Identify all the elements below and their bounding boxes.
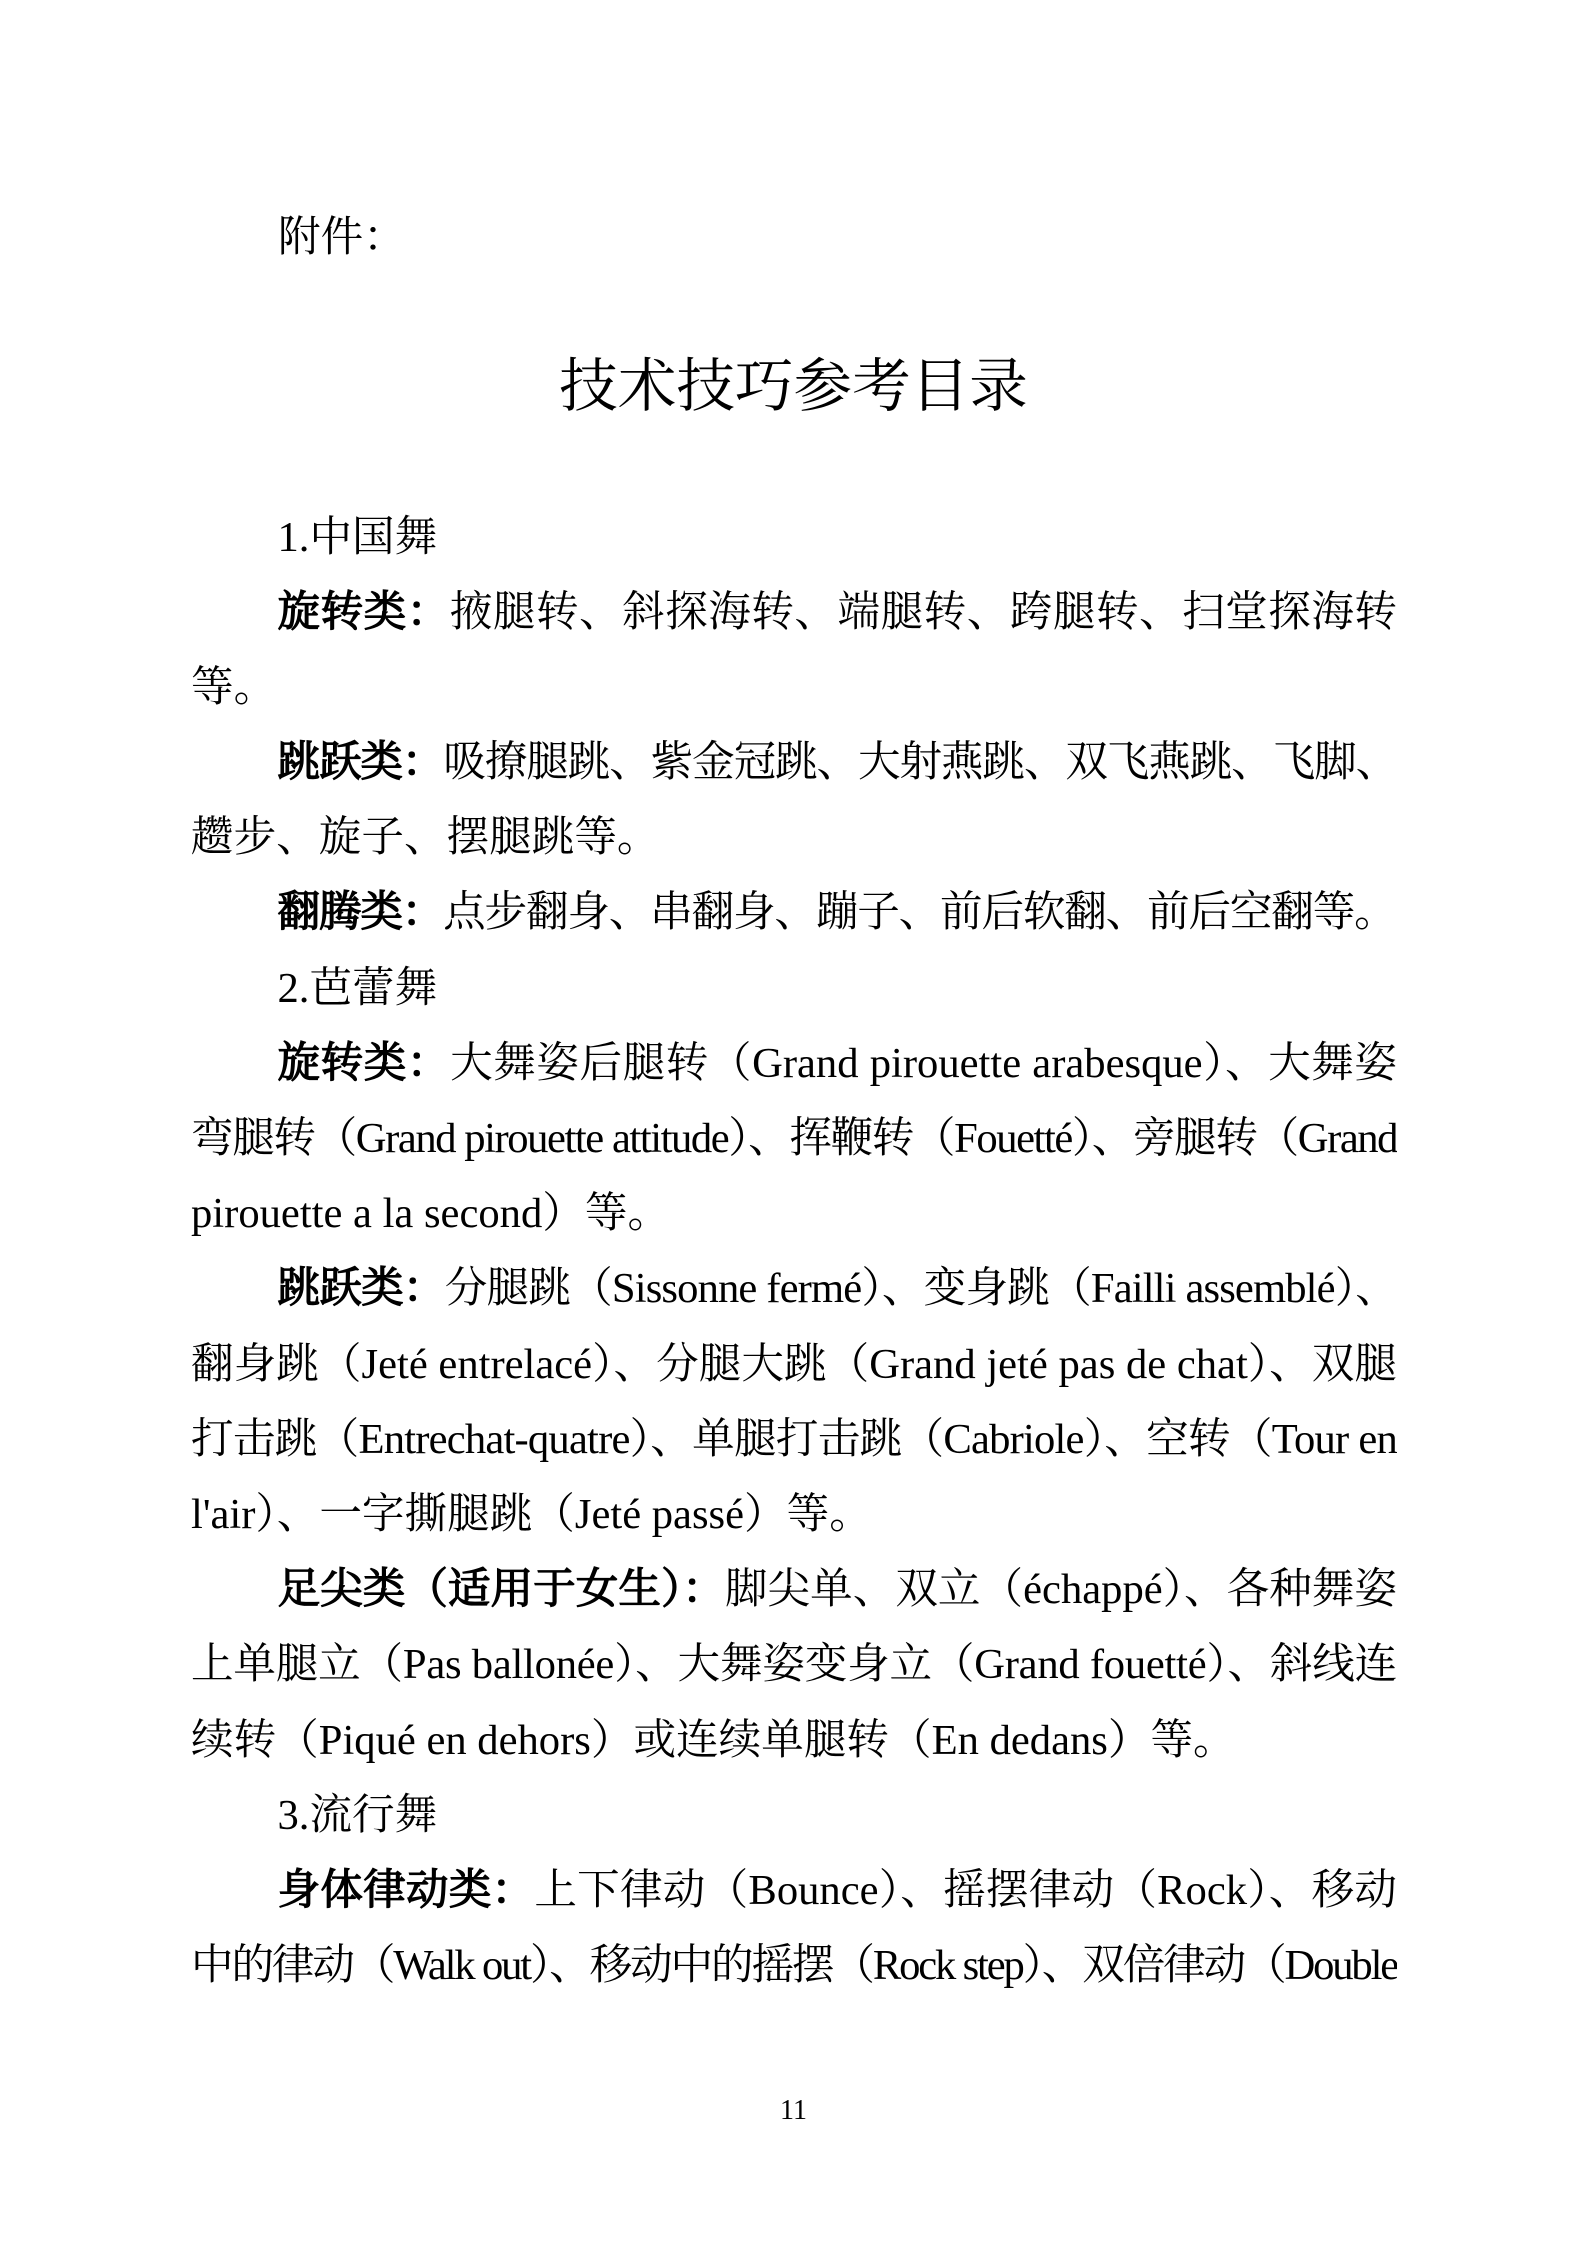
- text-line: [191, 1026, 1397, 1101]
- technique-text: 弯腿转（Grand pirouette attitude）、挥鞭转（Fouetté）、旁腿转（Grand: [191, 1115, 1397, 1162]
- text-line: [191, 1627, 1397, 1702]
- section-heading: 2.芭蕾舞: [277, 964, 438, 1012]
- text-line: [191, 1251, 1397, 1326]
- technique-text: l'air）、一字撕腿跳（Jeté passé）等。: [191, 1490, 872, 1538]
- technique-text: 掖腿转、斜探海转、端腿转、跨腿转、扫堂探海转: [449, 588, 1397, 636]
- technique-text: 大舞姿后腿转（Grand pirouette arabesque）、大舞姿: [450, 1039, 1397, 1087]
- text-line: [191, 1101, 1397, 1176]
- category-label: 翻腾类：: [277, 889, 444, 937]
- text-line: [191, 575, 1397, 650]
- text-line: [191, 725, 1397, 800]
- text-line: [191, 875, 1397, 950]
- category-label: 旋转类：: [277, 588, 450, 636]
- text-line: [191, 1402, 1397, 1477]
- technique-text: 中的律动（Walk out）、移动中的摇摆（Rock step）、双倍律动（Double: [191, 1942, 1397, 1990]
- category-label: 身体律动类：: [277, 1866, 535, 1914]
- technique-text: pirouette a la second）等。: [191, 1190, 671, 1238]
- attachment-label: 附件：: [278, 213, 406, 261]
- text-line: [191, 1703, 1397, 1778]
- technique-text: 翻身跳（Jeté entrelacé）、分腿大跳（Grand jeté pas de chat）、双腿: [191, 1340, 1397, 1388]
- text-line: [191, 1477, 1397, 1552]
- document-body: [191, 500, 1397, 2004]
- page-number: 11: [780, 2095, 807, 2126]
- category-label: 跳跃类：: [277, 1265, 445, 1313]
- technique-text: 上下律动（Bounce）、摇摆律动（Rock）、移动: [534, 1866, 1397, 1914]
- technique-text: 等。: [191, 663, 277, 711]
- text-line: [191, 1176, 1397, 1251]
- technique-text: 续转（Piqué en dehors）或连续单腿转（En dedans）等。: [191, 1716, 1236, 1764]
- section-heading: 1.中国舞: [277, 513, 438, 561]
- technique-text: 上单腿立（Pas ballonée）、大舞姿变身立（Grand fouetté）、斜线连: [191, 1641, 1397, 1689]
- text-line: [191, 800, 1397, 875]
- text-line: [191, 1928, 1397, 2003]
- technique-text: 吸撩腿跳、紫金冠跳、大射燕跳、双飞燕跳、飞脚、: [443, 739, 1397, 787]
- category-label: 跳跃类：: [277, 739, 444, 787]
- section-heading: 3.流行舞: [277, 1791, 438, 1839]
- technique-text: 分腿跳（Sissonne fermé）、变身跳（Failli assemblé）、: [444, 1265, 1397, 1313]
- text-line: [191, 1327, 1397, 1402]
- technique-text: 脚尖单、双立（échappé）、各种舞姿: [724, 1566, 1397, 1614]
- text-line: [191, 1853, 1397, 1928]
- technique-text: 点步翻身、串翻身、蹦子、前后软翻、前后空翻等。: [443, 889, 1396, 937]
- category-label: 足尖类（适用于女生）：: [277, 1566, 725, 1614]
- technique-text: 打击跳（Entrechat-quatre）、单腿打击跳（Cabriole）、空转（Tour en: [191, 1415, 1397, 1463]
- category-label: 旋转类：: [277, 1039, 451, 1087]
- page-title: 技术技巧参考目录: [559, 352, 1028, 420]
- technique-text: 趱步、旋子、摆腿跳等。: [191, 814, 660, 862]
- text-line: [191, 650, 1397, 725]
- text-line: [191, 1552, 1397, 1627]
